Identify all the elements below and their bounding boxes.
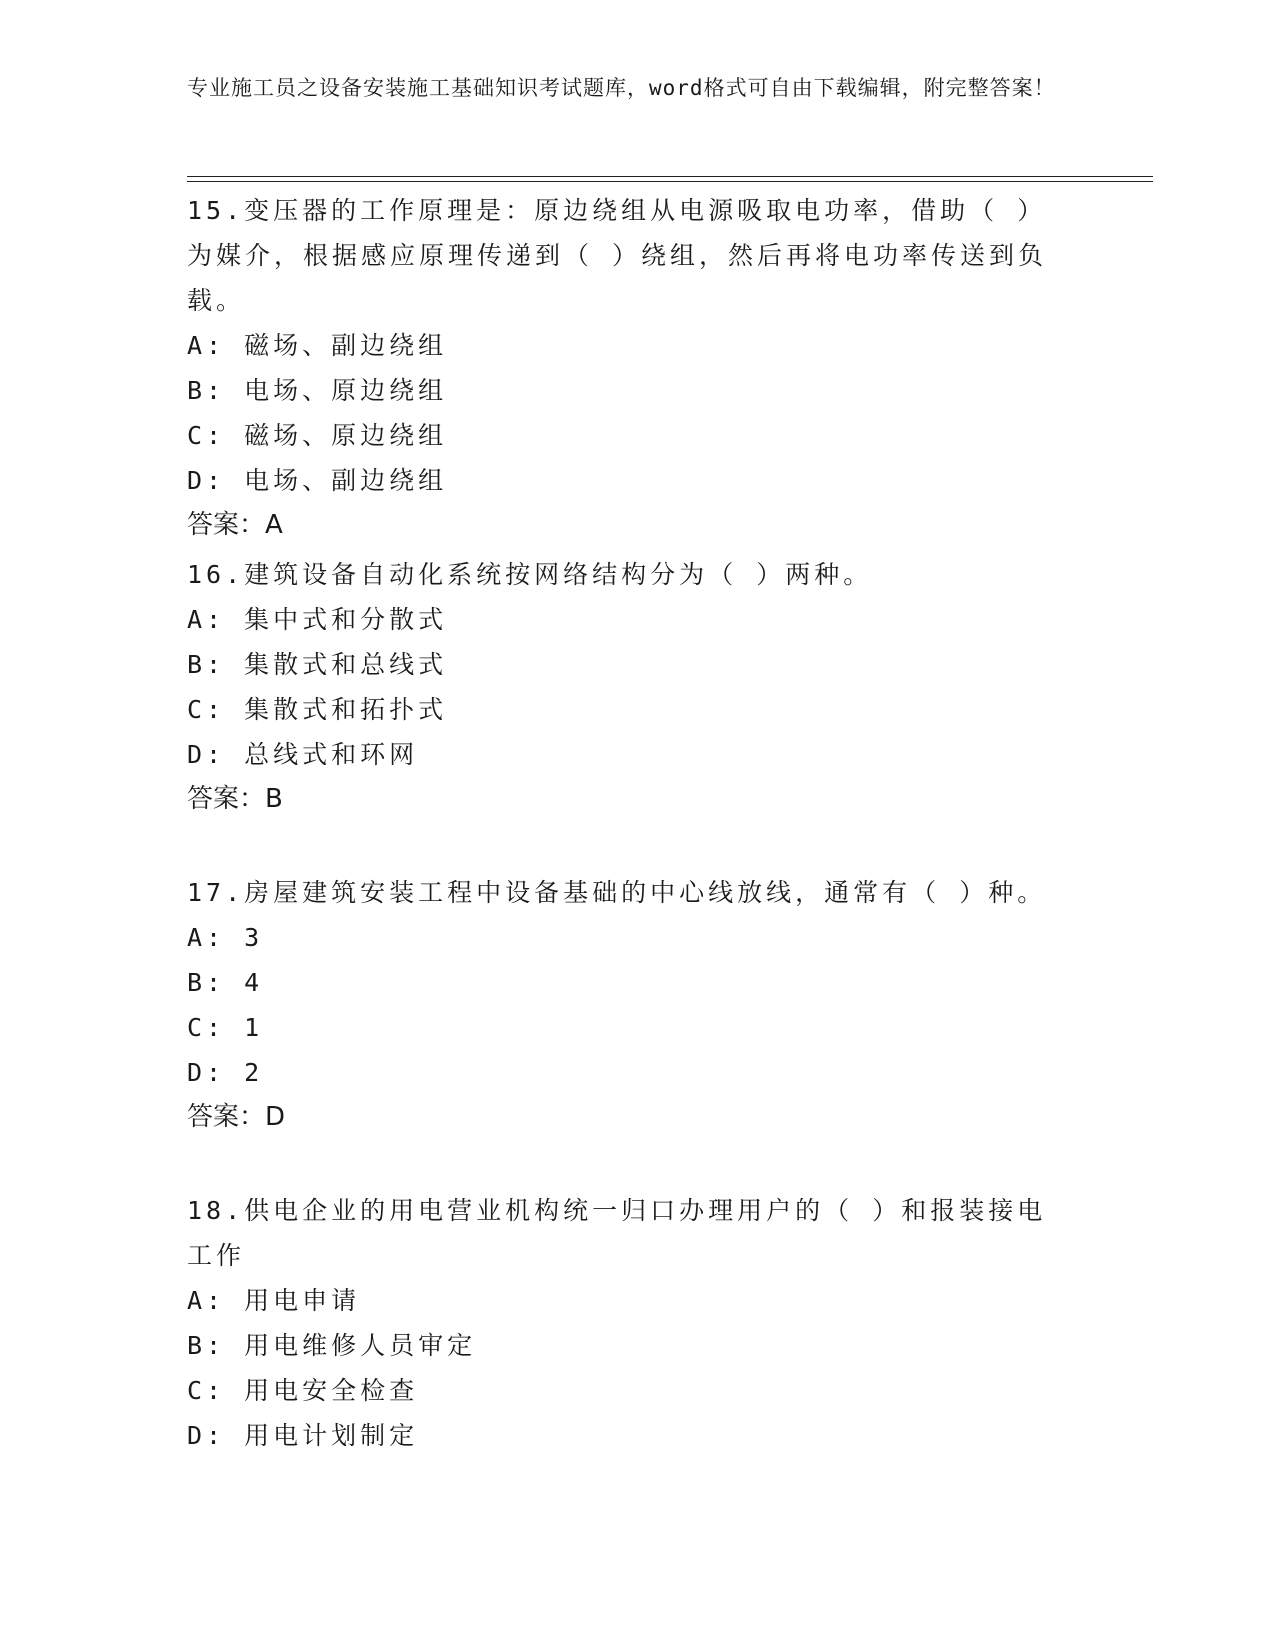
header-title: 专业施工员之设备安装施工基础知识考试题库，word格式可自由下载编辑，附完整答案！ [187, 76, 1056, 100]
question-18 [187, 1188, 1067, 1458]
question-stem: 17.房屋建筑安装工程中设备基础的中心线放线，通常有（ ）种。 [187, 878, 1047, 907]
option-c: C: 1 [187, 1013, 264, 1042]
question-16 [187, 552, 1067, 822]
option-d: D: 2 [187, 1058, 264, 1087]
option-d: D: 总线式和环网 [187, 740, 419, 769]
document-header [187, 72, 1067, 104]
answer: 答案：B [187, 784, 283, 814]
header-divider-top [187, 176, 1153, 177]
option-c: C: 集散式和拓扑式 [187, 695, 448, 724]
question-15 [187, 188, 1067, 548]
question-17 [187, 870, 1067, 1140]
option-b: B: 用电维修人员审定 [187, 1331, 477, 1360]
option-c: C: 用电安全检查 [187, 1376, 419, 1405]
answer: 答案：A [187, 510, 283, 540]
option-d: D: 电场、副边绕组 [187, 466, 448, 495]
option-c: C: 磁场、原边绕组 [187, 421, 448, 450]
header-divider-bottom [187, 181, 1153, 182]
option-d: D: 用电计划制定 [187, 1421, 419, 1450]
option-a: A: 磁场、副边绕组 [187, 331, 448, 360]
option-a: A: 集中式和分散式 [187, 605, 448, 634]
question-stem: 16.建筑设备自动化系统按网络结构分为（ ）两种。 [187, 560, 873, 589]
answer: 答案：D [187, 1102, 286, 1132]
question-stem: 18.供电企业的用电营业机构统一归口办理用户的（ ）和报装接电工作 [187, 1196, 1047, 1270]
option-b: B: 4 [187, 968, 264, 997]
option-a: A: 用电申请 [187, 1286, 361, 1315]
option-b: B: 电场、原边绕组 [187, 376, 448, 405]
question-stem: 15.变压器的工作原理是：原边绕组从电源吸取电功率，借助（ ）为媒介，根据感应原理传递到（ ）绕组，然后再将电功率传送到负载。 [187, 196, 1048, 315]
option-a: A: 3 [187, 923, 264, 952]
option-b: B: 集散式和总线式 [187, 650, 448, 679]
